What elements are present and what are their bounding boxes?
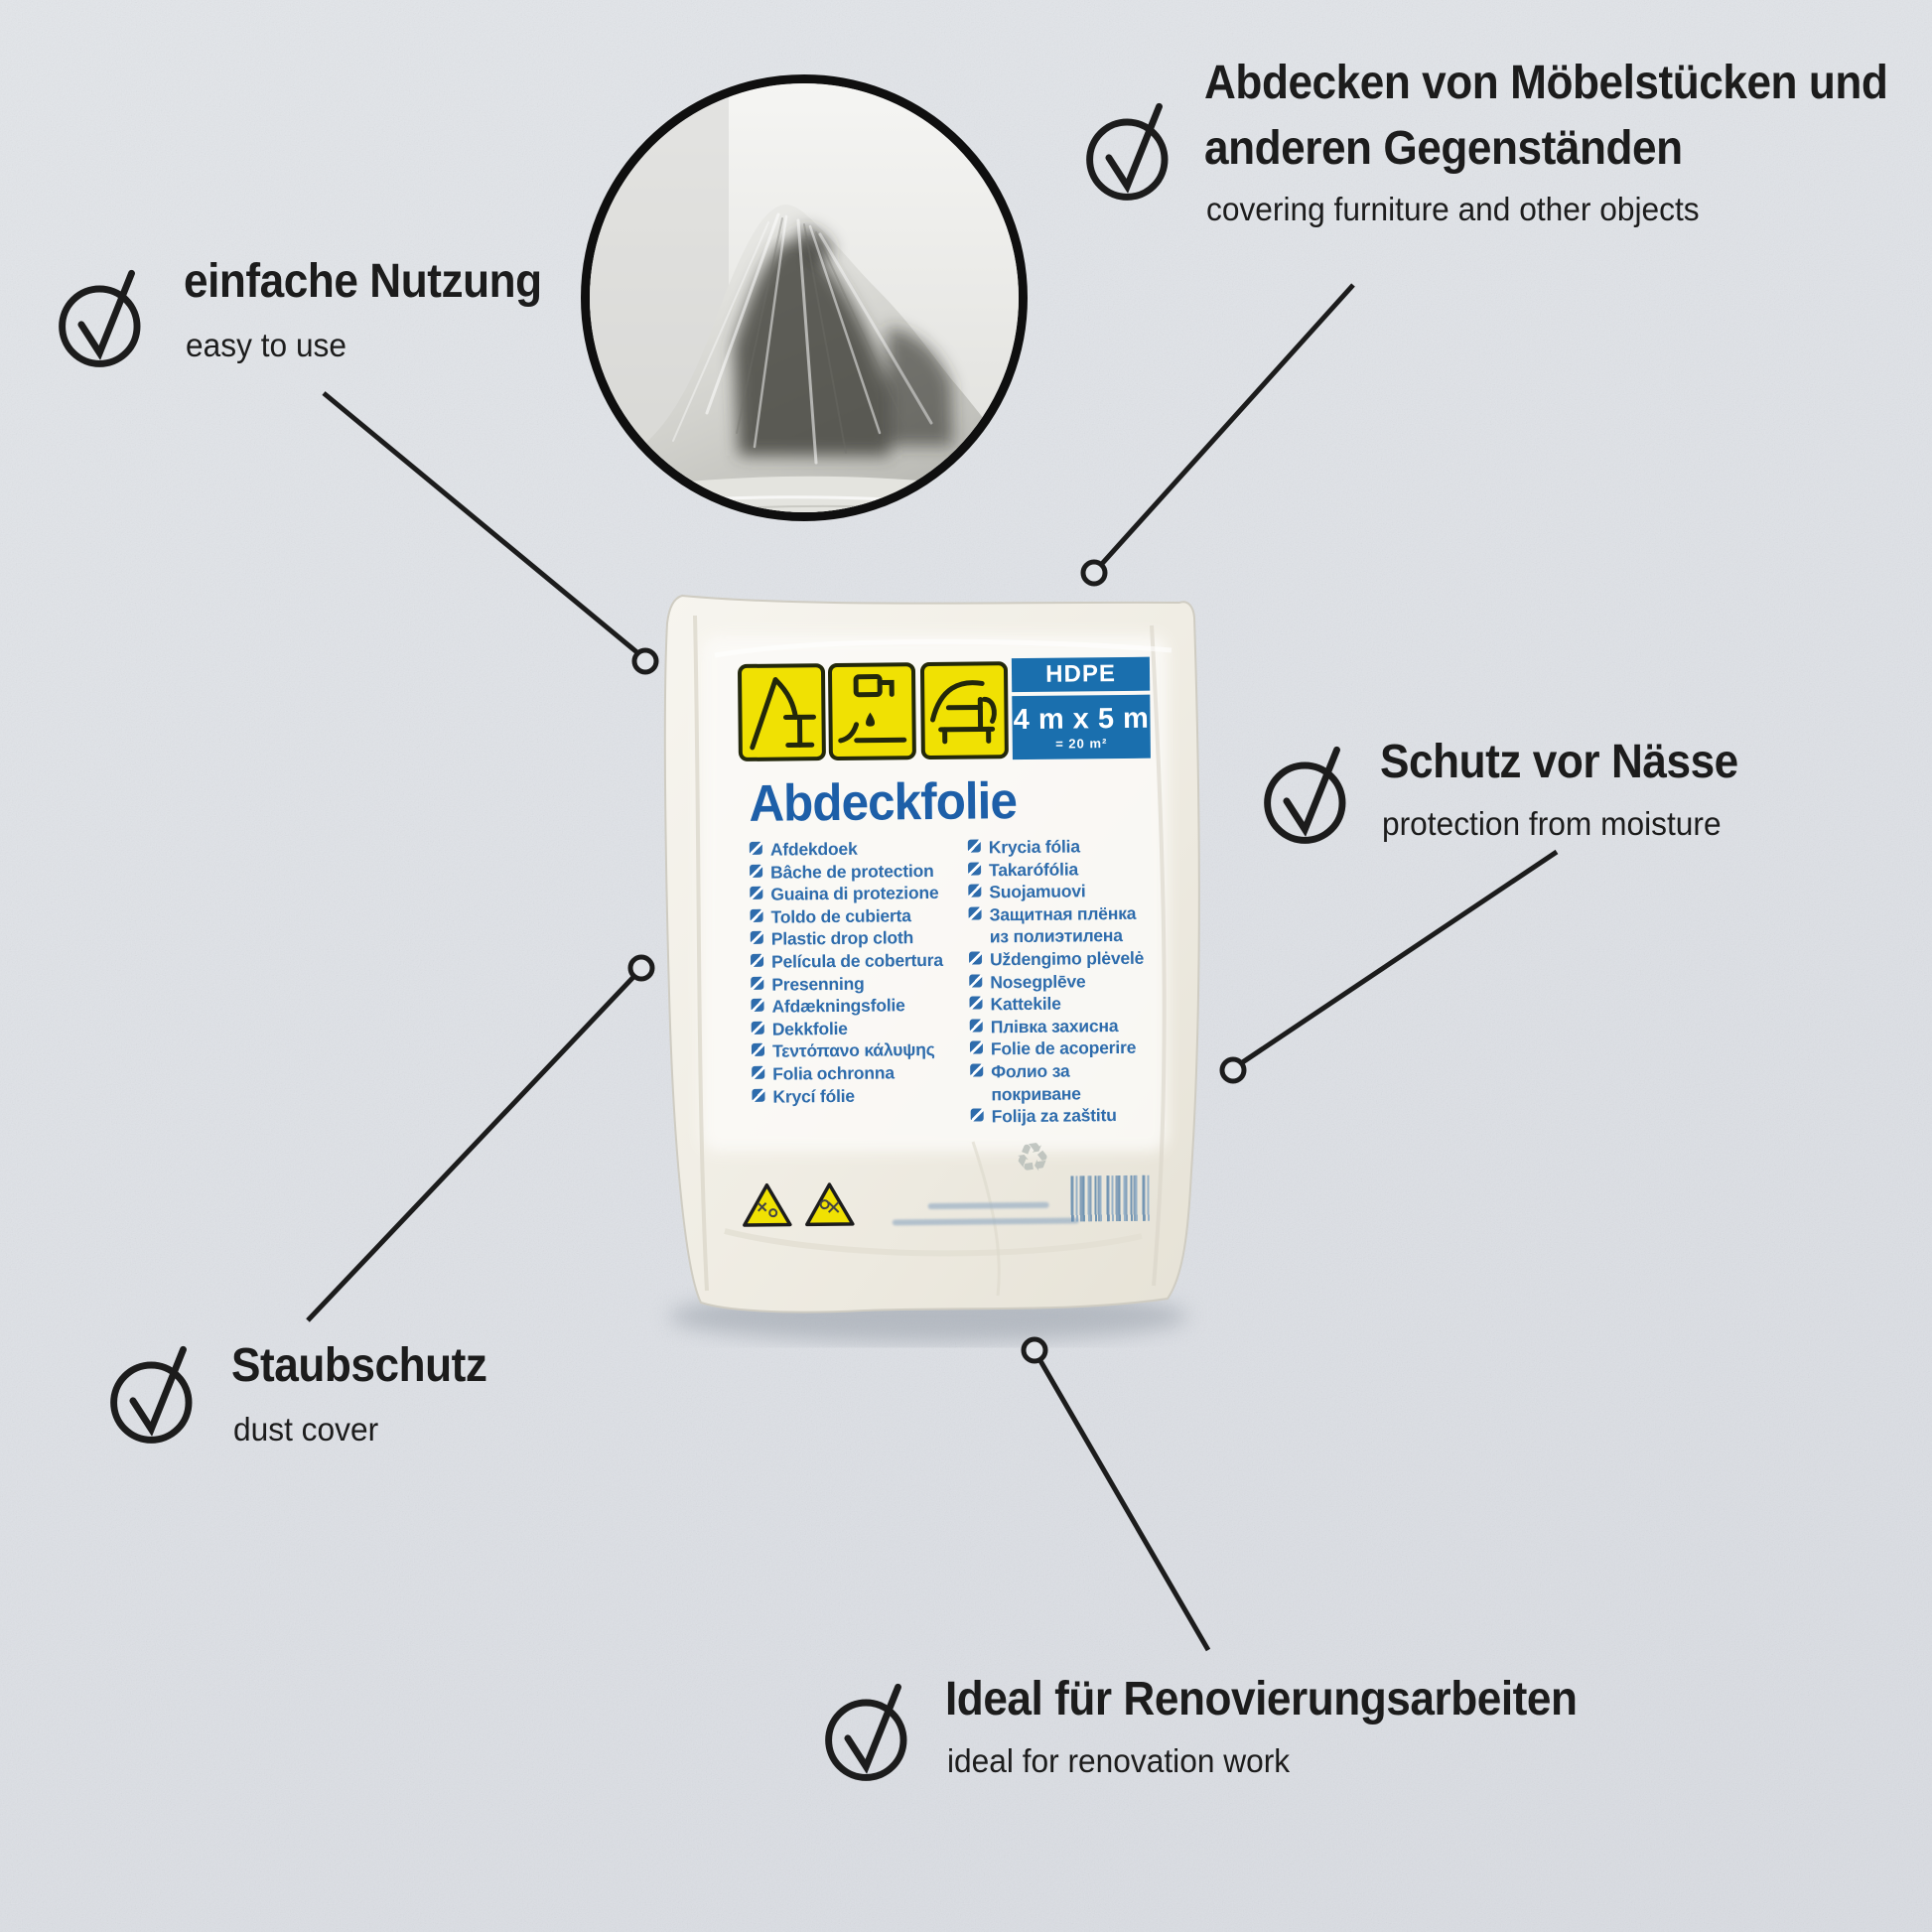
callout-line-covering [1100, 285, 1353, 566]
language-item-label: Folie de acoperire [990, 1037, 1137, 1059]
language-item-label: Nosegplēve [990, 970, 1086, 992]
check-icon [1263, 743, 1354, 845]
language-item-label: Plastic drop cloth [770, 927, 914, 950]
language-item-label: Uždengimo plėvelė [989, 947, 1145, 970]
language-item-label: Presenning [771, 973, 865, 995]
language-item-label: Krycia fólia [988, 836, 1080, 858]
callout-line-moisture [1241, 852, 1557, 1063]
feature-moisture-en: protection from moisture [1382, 805, 1722, 842]
feature-dust-de: Staubschutz [231, 1339, 487, 1392]
material-label: HDPE [1045, 660, 1117, 688]
language-item-label: Takarófólia [988, 859, 1079, 880]
product-title: Abdeckfolie [749, 772, 1018, 833]
language-item-label: Фолио за покриване [991, 1060, 1081, 1104]
check-icon [824, 1680, 915, 1782]
check-icon [58, 266, 149, 368]
language-item-label: Guaina di protezione [770, 883, 939, 904]
callout-line-easy-use [324, 393, 639, 654]
recycling-icon: ♻ [1012, 1134, 1054, 1183]
language-item-label: Afdækningsfolie [771, 995, 905, 1017]
language-item-label: Película de cobertura [770, 949, 943, 972]
feature-renovation-de: Ideal für Renovierungsarbeiten [945, 1673, 1578, 1725]
callout-dot [1222, 1059, 1244, 1081]
feature-easy-use-de: einfache Nutzung [184, 255, 542, 308]
language-item-label: Bâche de protection [770, 860, 934, 883]
callout-dot [630, 957, 652, 979]
language-item-label: Τεντόπανο κάλυψης [771, 1039, 935, 1062]
language-item-label: Krycí fólie [772, 1085, 856, 1107]
feature-moisture-de: Schutz vor Nässe [1380, 736, 1738, 788]
area-label: = 20 m² [1055, 735, 1108, 752]
language-item-label: Toldo de cubierta [770, 904, 911, 927]
feature-renovation-en: ideal for renovation work [947, 1742, 1291, 1779]
language-item-label: Afdekdoek [769, 838, 858, 860]
language-item-label: Suojamuovi [989, 881, 1086, 902]
dimensions-label: 4 m x 5 m [1013, 702, 1150, 737]
language-item-label: Folia ochronna [772, 1062, 895, 1084]
feature-covering-en: covering furniture and other objects [1206, 191, 1700, 227]
feature-covering-de-line1: Abdecken von Möbelstücken und [1204, 57, 1888, 109]
check-icon [1085, 99, 1176, 202]
callout-dot [634, 650, 656, 672]
feature-dust-en: dust cover [233, 1411, 379, 1448]
callout-line-dust [308, 975, 635, 1320]
language-item-label: Kattekile [990, 993, 1061, 1015]
callout-dot [1024, 1339, 1045, 1361]
callout-line-renovation [1039, 1359, 1208, 1650]
language-item-label: Защитная плёнка из полиэтилена [989, 902, 1137, 947]
language-item-label: Dekkfolie [771, 1018, 848, 1039]
feature-easy-use-en: easy to use [186, 327, 347, 363]
callout-dot [1083, 562, 1105, 584]
language-item-label: Folija za zaštitu [991, 1105, 1117, 1127]
language-item-label: Плівка захисна [990, 1015, 1119, 1037]
feature-covering-de-line2: anderen Gegenständen [1204, 122, 1683, 175]
check-icon [109, 1342, 201, 1445]
